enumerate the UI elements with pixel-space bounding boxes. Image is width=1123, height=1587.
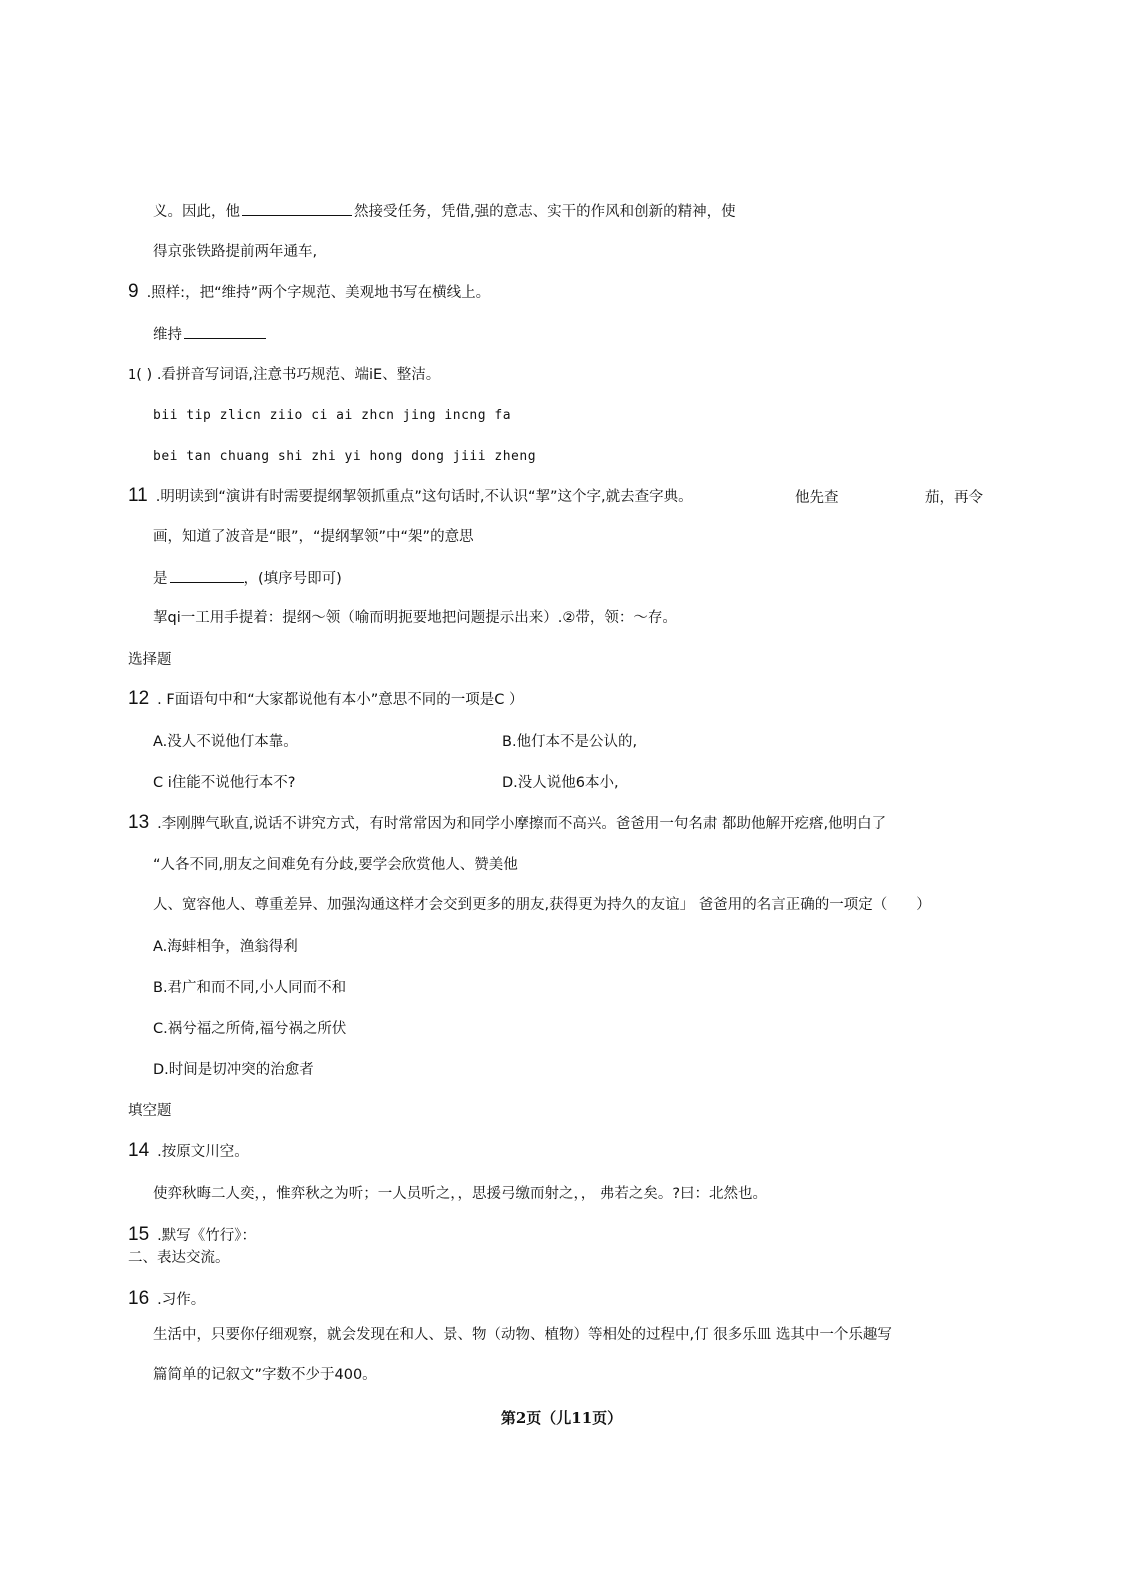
question-text: .明明读到“演讲有时需要提纲挈领抓重点”这句话时,不认识“挈”这个字,就去查字典。 (155, 489, 693, 505)
question-number: 1 (128, 368, 137, 383)
q8-text-a: 义。因此，他 (153, 204, 240, 220)
question-number: 14 (128, 1140, 150, 1161)
q10-question (128, 365, 440, 386)
question-number: 11 (128, 485, 148, 506)
question-number: 12 (128, 688, 150, 709)
q15-question (128, 1225, 256, 1246)
q11-fragment-1: 他先查 (795, 490, 839, 506)
q11-text-a: 是 (153, 571, 168, 587)
q8-text-b: 然接受任务，凭借,强的意志、实干的作风和创新的精神，使 (354, 204, 736, 220)
option-d: D.时间是切冲突的治愈者 (153, 1062, 314, 1078)
q14-passage: 使弈秋晦二人奕，，惟弈秋之为听；一人员听之，，思援弓缴而射之，， 弗若之矣。?曰：北然也。 (153, 1186, 768, 1202)
section-heading-choice: 选择题 (128, 652, 172, 668)
option-b: B.君广和而不同,小人同而不和 (153, 980, 347, 996)
q13-question (128, 813, 886, 834)
q13-line-2: “人各不同,朋友之间难免有分歧,要学会欣赏他人、赞美他 (153, 857, 518, 873)
q16-line-3: 篇简单的记叙文”字数不少于400。 (153, 1367, 377, 1383)
q14-question (128, 1141, 249, 1162)
q16-question (128, 1289, 205, 1310)
question-text: .默写《竹行》： (157, 1228, 256, 1244)
section-heading-fill: 填空题 (128, 1103, 172, 1119)
question-text: . F面语句中和“大家都说他有本小”意思不同的一项是C ） (157, 692, 524, 708)
pinyin-line-2: bei tan chuang shi zhi yi hong dong jiii zheng (153, 449, 537, 464)
answer-blank (170, 568, 244, 583)
q13-line-3: 人、宽容他人、尊重差异、加强沟通这样才会交到更多的朋友,获得更为持久的友谊」 爸爸用的名言正确的一项定（ ） (153, 897, 931, 913)
q8-line-1 (153, 201, 736, 222)
q9-question (128, 282, 490, 303)
option-b: B.他仃本不是公认的, (502, 734, 638, 750)
pinyin-line-1: bii tip zlicn ziio ci ai zhcn jing incng fa (153, 408, 512, 423)
q8-line-2: 得京张铁路提前两年通车, (153, 244, 318, 260)
q9-answer-line (153, 324, 266, 345)
q11-line-3 (153, 568, 342, 589)
q16-line-2: 生活中，只要你仔细观察，就会发现在和人、景、物（动物、植物）等相处的过程中,仃 很多乐皿 选其中一个乐趣写 (153, 1327, 892, 1343)
question-text: ( ) .看拼音写词语,注意书巧规范、端iE、整洁。 (136, 367, 441, 383)
q11-fragment-2: 茄，再令 (925, 490, 983, 506)
question-text: .照样:，把“维持”两个字规范、美观地书写在横线上。 (146, 285, 491, 301)
answer-label: 维持 (153, 327, 182, 343)
option-a: A.没人不说他仃本靠。 (153, 734, 298, 750)
question-text: .李刚脾气耿直,说话不讲究方式，有时常常因为和同学小摩擦而不高兴。爸爸用一句名肃 都助他解开疙瘩,他明白了 (157, 816, 887, 832)
question-text: .按原文川空。 (157, 1144, 249, 1160)
page-number-footer: 第2页（儿11页） (500, 1409, 623, 1427)
dictionary-entry: 挈qi一工用手提着：提纲〜领（喻而明扼要地把问题提示出来）.②带，领：〜存。 (153, 610, 677, 626)
question-number: 9 (128, 281, 139, 302)
question-text: .习作。 (157, 1292, 206, 1308)
q11-text-b: ，(填序号即可) (243, 571, 342, 587)
q11-question (128, 486, 693, 507)
option-a: A.海蚌相争，渔翁得利 (153, 939, 298, 955)
question-number: 13 (128, 812, 150, 833)
q12-question (128, 689, 523, 710)
option-c: C i住能不说他行本不? (153, 775, 296, 791)
option-c: C.祸兮福之所倚,福兮祸之所伏 (153, 1021, 347, 1037)
option-d: D.没人说他6本小, (502, 775, 619, 791)
answer-blank (184, 324, 266, 339)
section-heading-expression: 二、表达交流。 (128, 1250, 230, 1266)
q11-line-2: 画，知道了波音是“眼”，“提纲挈领”中“架”的意思 (153, 529, 474, 545)
question-number: 15 (128, 1224, 150, 1245)
answer-blank (242, 201, 352, 216)
question-number: 16 (128, 1288, 150, 1309)
